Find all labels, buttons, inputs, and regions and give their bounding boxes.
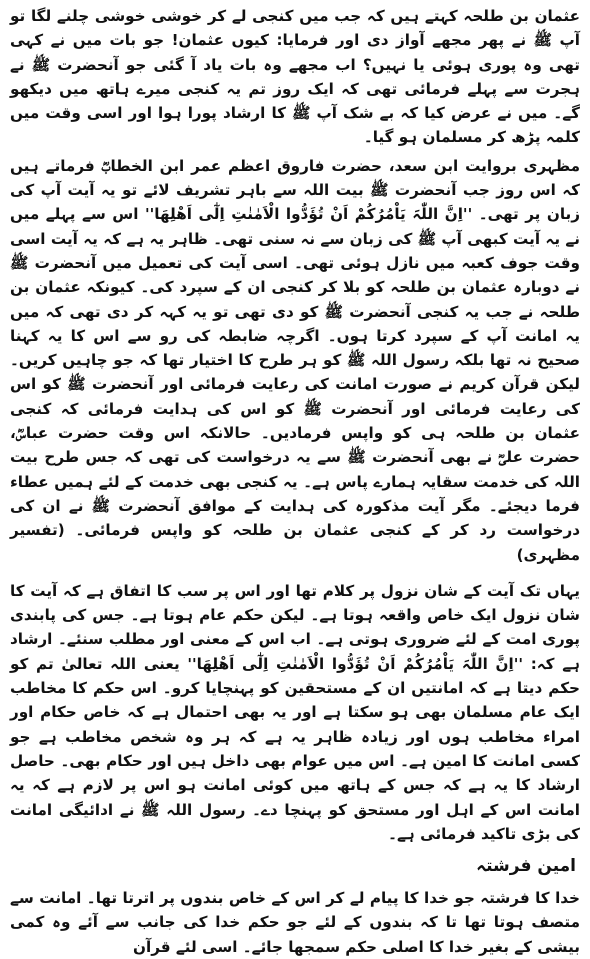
paragraph-2: مظہری بروایت ابن سعد، حضرت فاروق اعظم عمر ابن الخطابؓ فرماتے ہیں کہ اس روز جب آنحضرت ﷺ بیت اللہ سے باہر تشریف لائے تو یہ آیت آپ کی زبان پر تھی۔ ''اِنَّ اللّٰہَ یَاْمُرُکُمْ اَنْ تُؤَدُّوا الْاَمٰنٰتِ اِلٰٓی اَھْلِھَا'' اس سے پہلے میں نے یہ آیت کبھی آپ ﷺ کی زبان سے نہ سنی تھی۔ ظاہر یہ ہے کہ یہ آیت اسی وقت جوف کعبہ میں نازل ہوئی تھی۔ اسی آیت کی تعمیل میں آنحضرت ﷺ نے دوبارہ عثمان بن طلحہ کو بلا کر کنجی ان کے سپرد کی۔ کیونکہ عثمان بن طلحہ نے جب یہ کنجی آنحضرت ﷺ کو دی تھی تو یہ کہہ کر دی تھی کہ میں یہ امانت آپ کے سپرد کرتا ہوں۔ اگرچہ ضابطہ کی رو سے اس کا یہ کہنا صحیح نہ تھا بلکہ رسول اللہ ﷺ کو ہر طرح کا اختیار تھا کہ جو چاہیں کریں۔ لیکن قرآن کریم نے صورت امانت کی رعایت فرمائی اور آنحضرت ﷺ کو اس کی رعایت فرمائی اور آنحضرت ﷺ کو اس کی ہدایت فرمائی کہ کنجی عثمان بن طلحہ ہی کو واپس فرمادیں۔ حالانکہ اس وقت حضرت عباسؓ، حضرت علیؓ نے بھی آنحضرت ﷺ سے یہ درخواست کی تھی کہ جس طرح بیت اللہ کی خدمت سقایہ ہمارے پاس ہے۔ یہ کنجی بھی خدمت کے لئے ہمیں عطاء فرما دیجئے۔ مگر آیت مذکورہ کی ہدایت کے موافق آنحضرت ﷺ نے ان کی درخواست رد کر کے کنجی عثمان بن طلحہ کو واپس فرمائی۔ (تفسیر مظہری) <box>10 156 580 564</box>
section-heading: امین فرشتہ <box>476 856 576 877</box>
paragraph-3: یہاں تک آیت کے شان نزول پر کلام تھا اور اس پر سب کا اتفاق ہے کہ آیت کا شان نزول ایک خاص واقعہ ہوتا ہے۔ لیکن حکم عام ہوتا ہے۔ جس کی پابندی پوری امت کے لئے ضروری ہوتی ہے۔ اب اس کے معنی اور مطلب سنئے۔ ارشاد ہے کہ: ''اِنَّ اللّٰہَ یَاْمُرُکُمْ اَنْ تُؤَدُّوا الْاَمٰنٰتِ اِلٰٓی اَھْلِھَا'' یعنی اللہ تعالیٰ تم کو حکم دیتا ہے کہ امانتیں ان کے مستحقین کو پہنچایا کرو۔ اس حکم کا مخاطب ایک عام مسلمان بھی ہو سکتا ہے اور یہ بھی احتمال ہے کہ خاص حکام اور امراء مخاطب ہوں اور زیادہ ظاہر یہ ہے کہ ہر وہ شخص مخاطب ہے جو کسی امانت کا امین ہے۔ اس میں عوام بھی داخل ہیں اور حکام بھی۔ حاصل ارشاد کا یہ ہے کہ جس کے ہاتھ میں کوئی امانت ہو اس پر لازم ہے کہ یہ امانت اس کے اہل اور مستحق کو پہنچا دے۔ رسول اللہ ﷺ نے ادائیگی امانت کی بڑی تاکید فرمائی ہے۔ <box>10 581 580 843</box>
paragraph-4: خدا کا فرشتہ جو خدا کا پیام لے کر اس کے خاص بندوں پر اترتا تھا۔ امانت سے متصف ہوتا تھا تا کہ بندوں کے لئے جو حکم خدا کی جانب سے آئے وہ کمی بیشی کے بغیر خدا کا اصلی حکم سمجھا جائے۔ اسی لئے قرآن <box>10 889 580 956</box>
paragraph-1: عثمان بن طلحہ کہتے ہیں کہ جب میں کنجی لے کر خوشی خوشی چلنے لگا تو آپ ﷺ نے پھر مجھے آواز دی اور فرمایا: کیوں عثمان! جو بات میں نے کہی تھی وہ پوری ہوئی یا نہیں؟ اب مجھے وہ بات یاد آ گئی جو آنحضرت ﷺ نے ہجرت سے پہلے فرمائی تھی کہ ایک روز تم یہ کنجی میرے ہاتھ میں دیکھو گے۔ میں نے عرض کیا کہ بے شک آپ ﷺ کا ارشاد پورا ہوا اور اسی وقت میں کلمہ پڑھ کر مسلمان ہو گیا۔ <box>10 7 580 147</box>
